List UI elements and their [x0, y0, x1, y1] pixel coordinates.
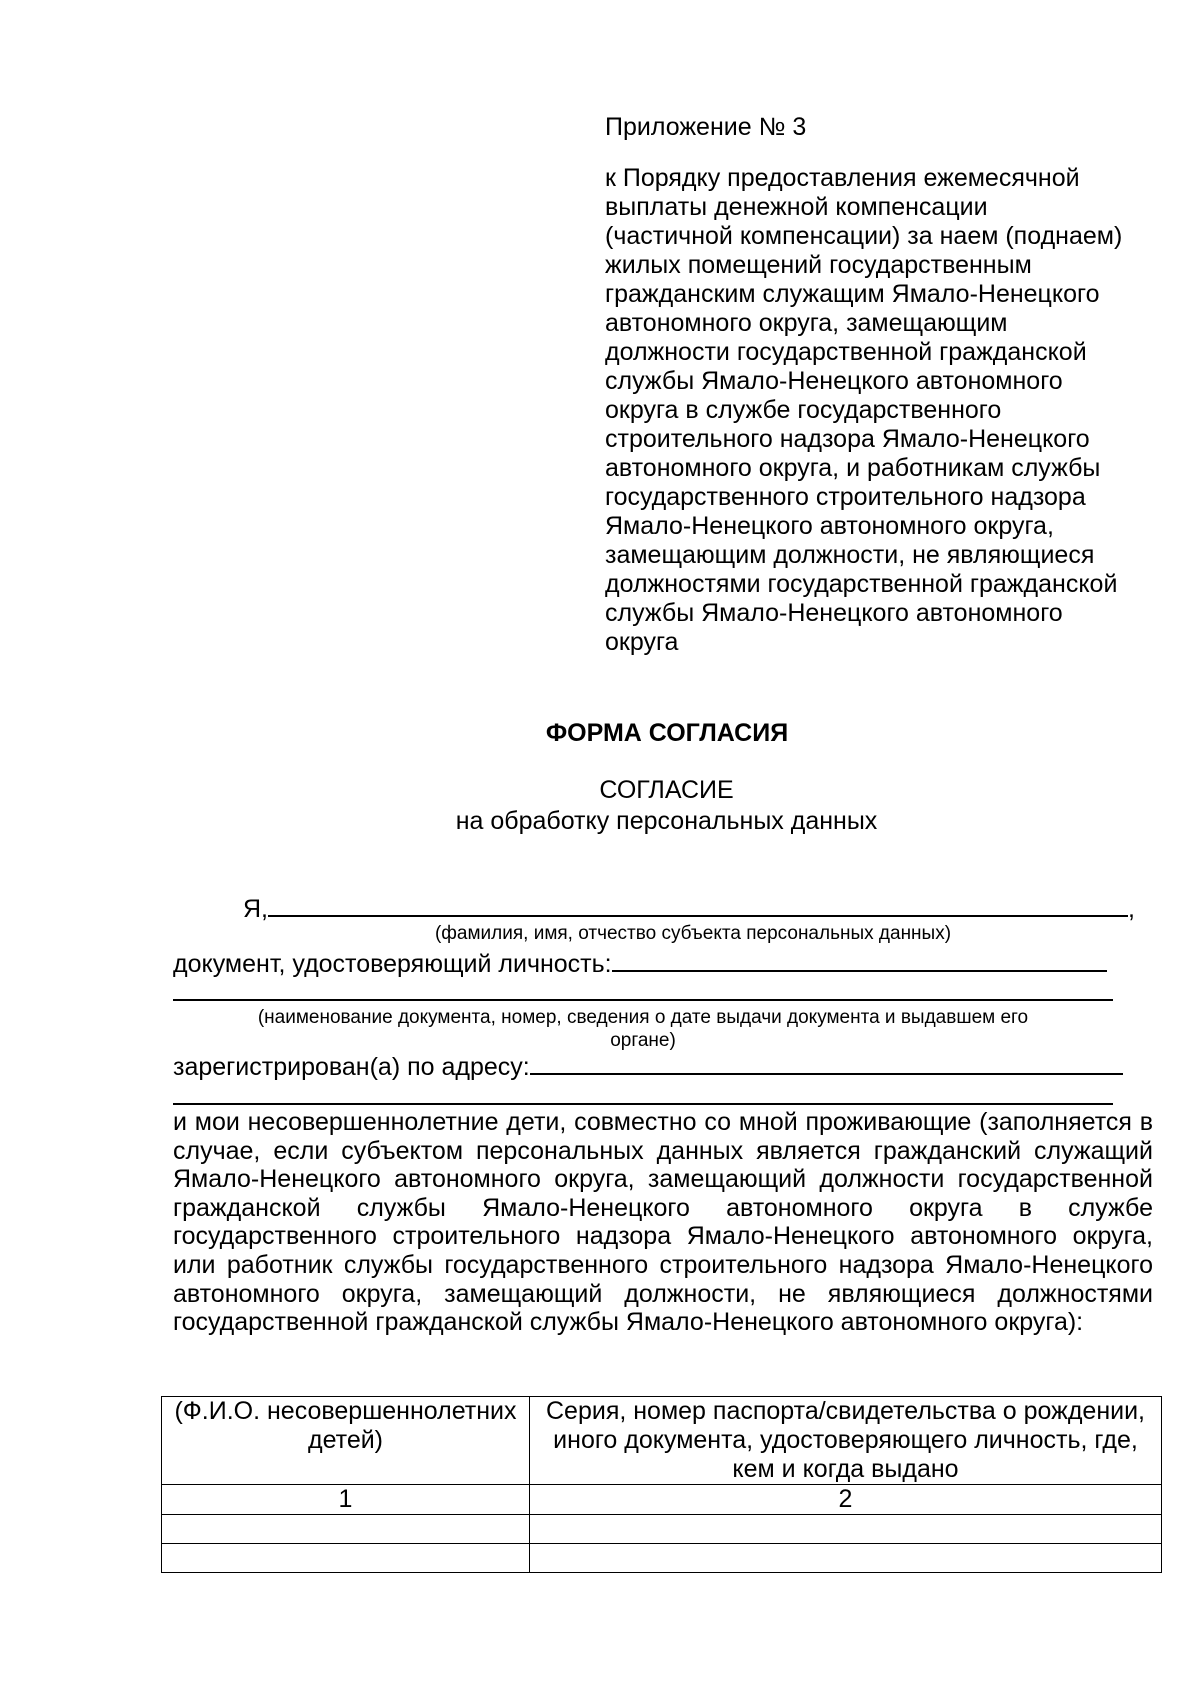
annex-line: замещающим должности, не являющиеся — [605, 541, 1095, 569]
name-line-end: , — [1128, 895, 1135, 923]
annex-line: гражданским служащим Ямало-Ненецкого — [605, 280, 1100, 308]
annex-line: должностями государственной гражданской — [605, 570, 1118, 598]
annex-line: Ямало-Ненецкого автономного округа, — [605, 512, 1054, 540]
annex-text — [605, 164, 1165, 657]
table-number-cell: 1 — [162, 1485, 530, 1515]
annex-line: округа в службе государственного — [605, 396, 1002, 424]
table-row — [162, 1544, 1162, 1573]
annex-line: службы Ямало-Ненецкого автономного — [605, 599, 1063, 627]
document-hint-line: органе) — [610, 1030, 676, 1051]
name-hint: (фамилия, имя, отчество субъекта персональных данных) — [434, 923, 952, 944]
table-header-row — [162, 1397, 1162, 1485]
table-header-cell: (Ф.И.О. несовершеннолетних детей) — [162, 1397, 530, 1485]
annex-line: выплаты денежной компенсации — [605, 193, 988, 221]
consent-subtitle: на обработку персональных данных — [455, 807, 878, 835]
table-header-cell: Серия, номер паспорта/свидетельства о рождении, иного документа, удостоверяющего личность, где, кем и когда выдано — [530, 1397, 1162, 1485]
table-number-row — [162, 1485, 1162, 1515]
annex-block — [605, 113, 1165, 657]
consent-title: СОГЛАСИЕ — [599, 776, 734, 804]
document-hint — [173, 1006, 1113, 1052]
address-field[interactable] — [530, 1051, 1123, 1075]
annex-line: автономного округа, и работникам службы — [605, 454, 1101, 482]
annex-line: (частичной компенсации) за наем (поднаем) — [605, 222, 1123, 250]
name-field[interactable] — [268, 893, 1128, 917]
name-label: Я, — [243, 895, 268, 923]
annex-number: Приложение № 3 — [605, 113, 807, 141]
document-label: документ, удостоверяющий личность: — [173, 950, 612, 978]
table-row — [162, 1515, 1162, 1544]
annex-line: государственного строительного надзора — [605, 483, 1086, 511]
annex-line: службы Ямало-Ненецкого автономного — [605, 367, 1063, 395]
table-cell[interactable] — [162, 1515, 530, 1544]
annex-line: автономного округа, замещающим — [605, 309, 1008, 337]
table-cell[interactable] — [530, 1515, 1162, 1544]
annex-line: округа — [605, 628, 679, 656]
annex-line: к Порядку предоставления ежемесячной — [605, 164, 1080, 192]
address-line — [173, 1051, 1123, 1082]
name-line — [243, 893, 1135, 924]
annex-line: должности государственной гражданской — [605, 338, 1087, 366]
address-label: зарегистрирован(а) по адресу: — [173, 1053, 530, 1081]
document-line — [173, 948, 1107, 979]
children-paragraph: и мои несовершеннолетние дети, совместно со мной проживающие (заполняется в случае, если субъектом персональных данных является гражданский служащий Ямало-Ненецкого автономного округа, замещающий должности государственной гражданской службы Ямало-Ненецкого автономного округа в службе государственного строительного надзора Ямало-Ненецкого автономного округа, или работник службы государственного строительного надзора Ямало-Ненецкого автономного округа, замещающий должности, не являющиеся должностями государственной гражданской службы Ямало-Ненецкого автономного округа): — [173, 1108, 1153, 1337]
table-number-cell: 2 — [530, 1485, 1162, 1515]
table-cell[interactable] — [530, 1544, 1162, 1573]
children-table — [161, 1396, 1162, 1573]
annex-line: строительного надзора Ямало-Ненецкого — [605, 425, 1090, 453]
document-hint-line: (наименование документа, номер, сведения о дате выдачи документа и выдавшем его — [257, 1007, 1029, 1028]
document-field-continuation[interactable] — [173, 999, 1113, 1001]
table-cell[interactable] — [162, 1544, 530, 1573]
form-title: ФОРМА СОГЛАСИЯ — [545, 719, 789, 747]
document-field[interactable] — [612, 948, 1107, 972]
address-field-continuation[interactable] — [173, 1103, 1113, 1105]
annex-line: жилых помещений государственным — [605, 251, 1032, 279]
